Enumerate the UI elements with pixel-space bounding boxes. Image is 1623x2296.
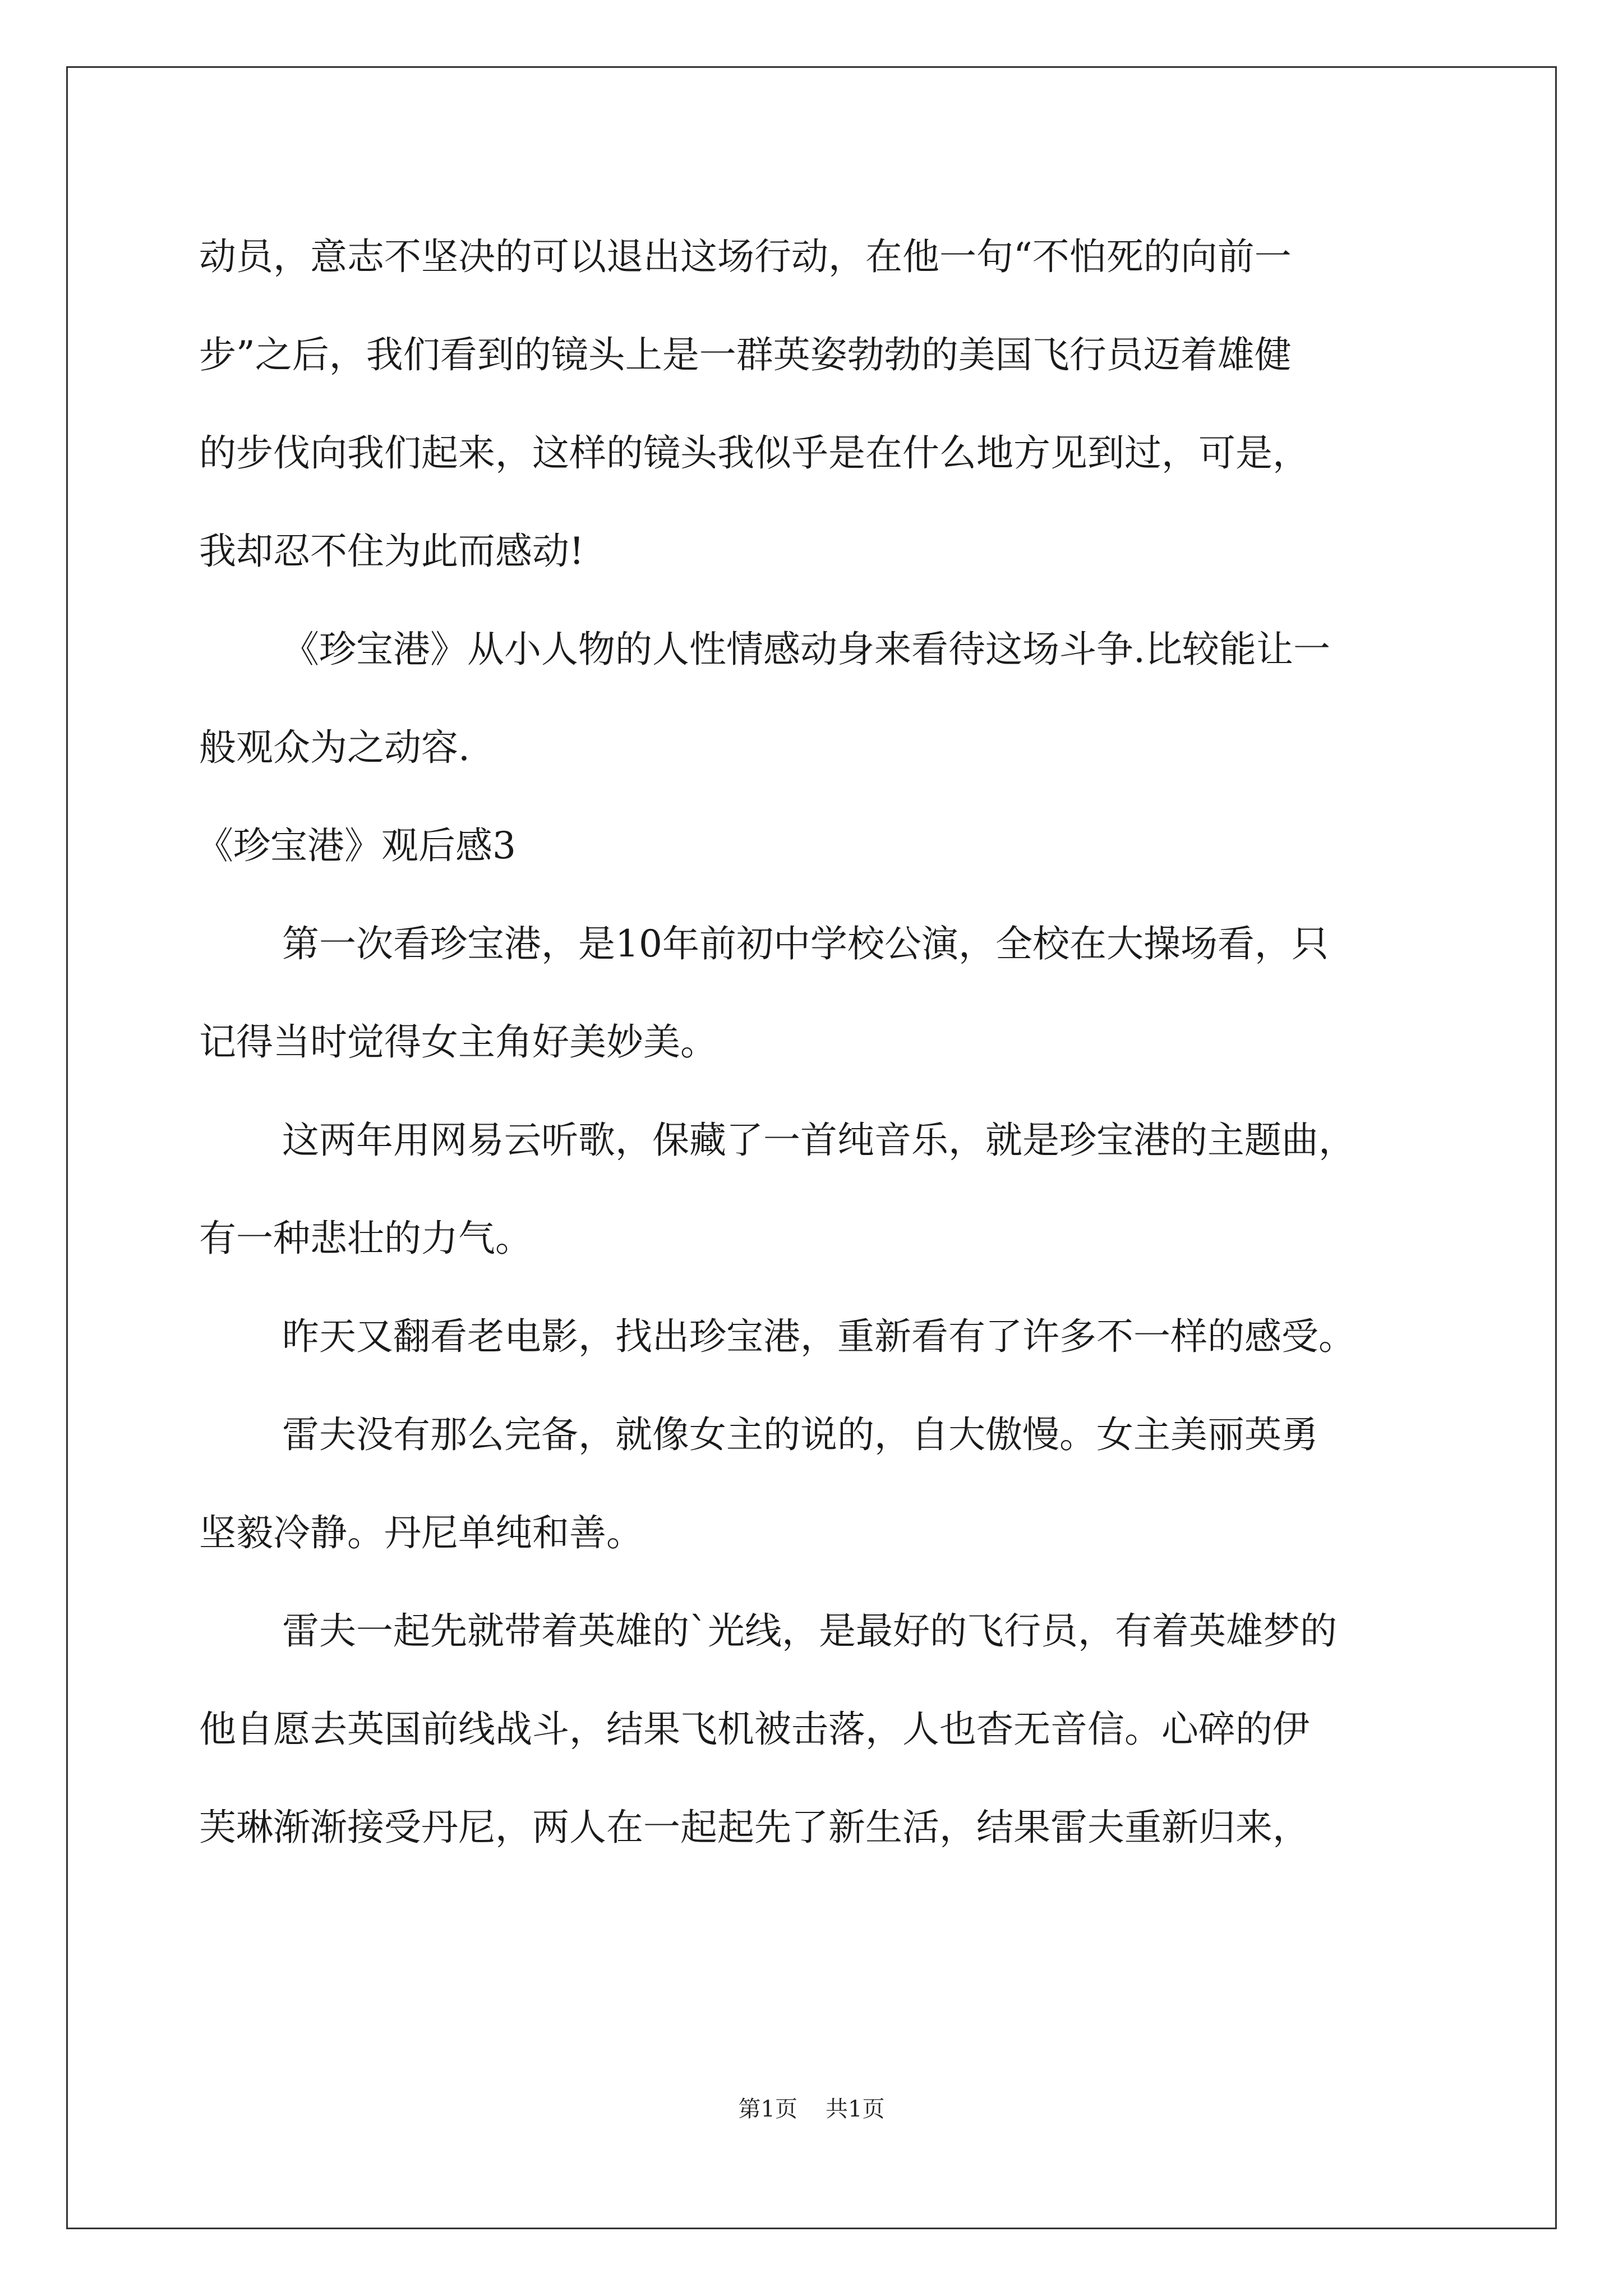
page-total: 共1页: [826, 2096, 885, 2122]
paragraph-line: 芙琳渐渐接受丹尼，两人在一起起先了新生活，结果雷夫重新归来，: [199, 1806, 1310, 1849]
page-footer: [0, 2091, 1623, 2123]
paragraph-line: 般观众为之动容.: [199, 726, 470, 769]
paragraph-line: 步”之后，我们看到的镜头上是一群英姿勃勃的美国飞行员迈着雄健: [199, 333, 1292, 376]
paragraph: [199, 1582, 1433, 1876]
paragraph: [199, 208, 1433, 600]
section-heading: 《珍宝港》观后感3: [196, 824, 516, 867]
paragraph-line: 有一种悲壮的力气。: [199, 1217, 532, 1260]
paragraph: [199, 895, 1433, 1091]
paragraph: [199, 1386, 1433, 1582]
paragraph-line: 动员，意志不坚决的可以退出这场行动，在他一句“不怕死的向前一: [199, 235, 1292, 278]
paragraph-line: 的步伐向我们起来，这样的镜头我似乎是在什么地方见到过，可是，: [199, 431, 1310, 475]
paragraph-line: 记得当时觉得女主角好美妙美。: [199, 1020, 717, 1064]
paragraph-line: 昨天又翻看老电影，找出珍宝港，重新看有了许多不一样的感受。: [282, 1315, 1355, 1358]
paragraph-line: 我却忍不住为此而感动!: [199, 530, 584, 573]
paragraph: [199, 600, 1433, 797]
paragraph-line: 他自愿去英国前线战斗，结果飞机被击落，人也杳无音信。心碎的伊: [199, 1708, 1310, 1751]
paragraph-line: 雷夫一起先就带着英雄的`光线，是最好的飞行员，有着英雄梦的: [282, 1609, 1337, 1653]
paragraph-line: 坚毅冷静。丹尼单纯和善。: [199, 1511, 643, 1554]
paragraph-line: 这两年用网易云听歌，保藏了一首纯音乐，就是珍宝港的主题曲，: [282, 1119, 1355, 1162]
page-number: 第1页: [738, 2096, 797, 2122]
paragraph-line: 雷夫没有那么完备，就像女主的说的，自大傲慢。女主美丽英勇: [282, 1413, 1318, 1456]
document-body: [196, 208, 1433, 1876]
paragraph-line: 第一次看珍宝港，是10年前初中学校公演，全校在大操场看，只: [282, 922, 1329, 965]
paragraph: [199, 1287, 1433, 1386]
paragraph: [199, 1091, 1433, 1287]
paragraph-line: 《珍宝港》从小人物的人性情感动身来看待这场斗争.比较能让一: [282, 628, 1330, 671]
